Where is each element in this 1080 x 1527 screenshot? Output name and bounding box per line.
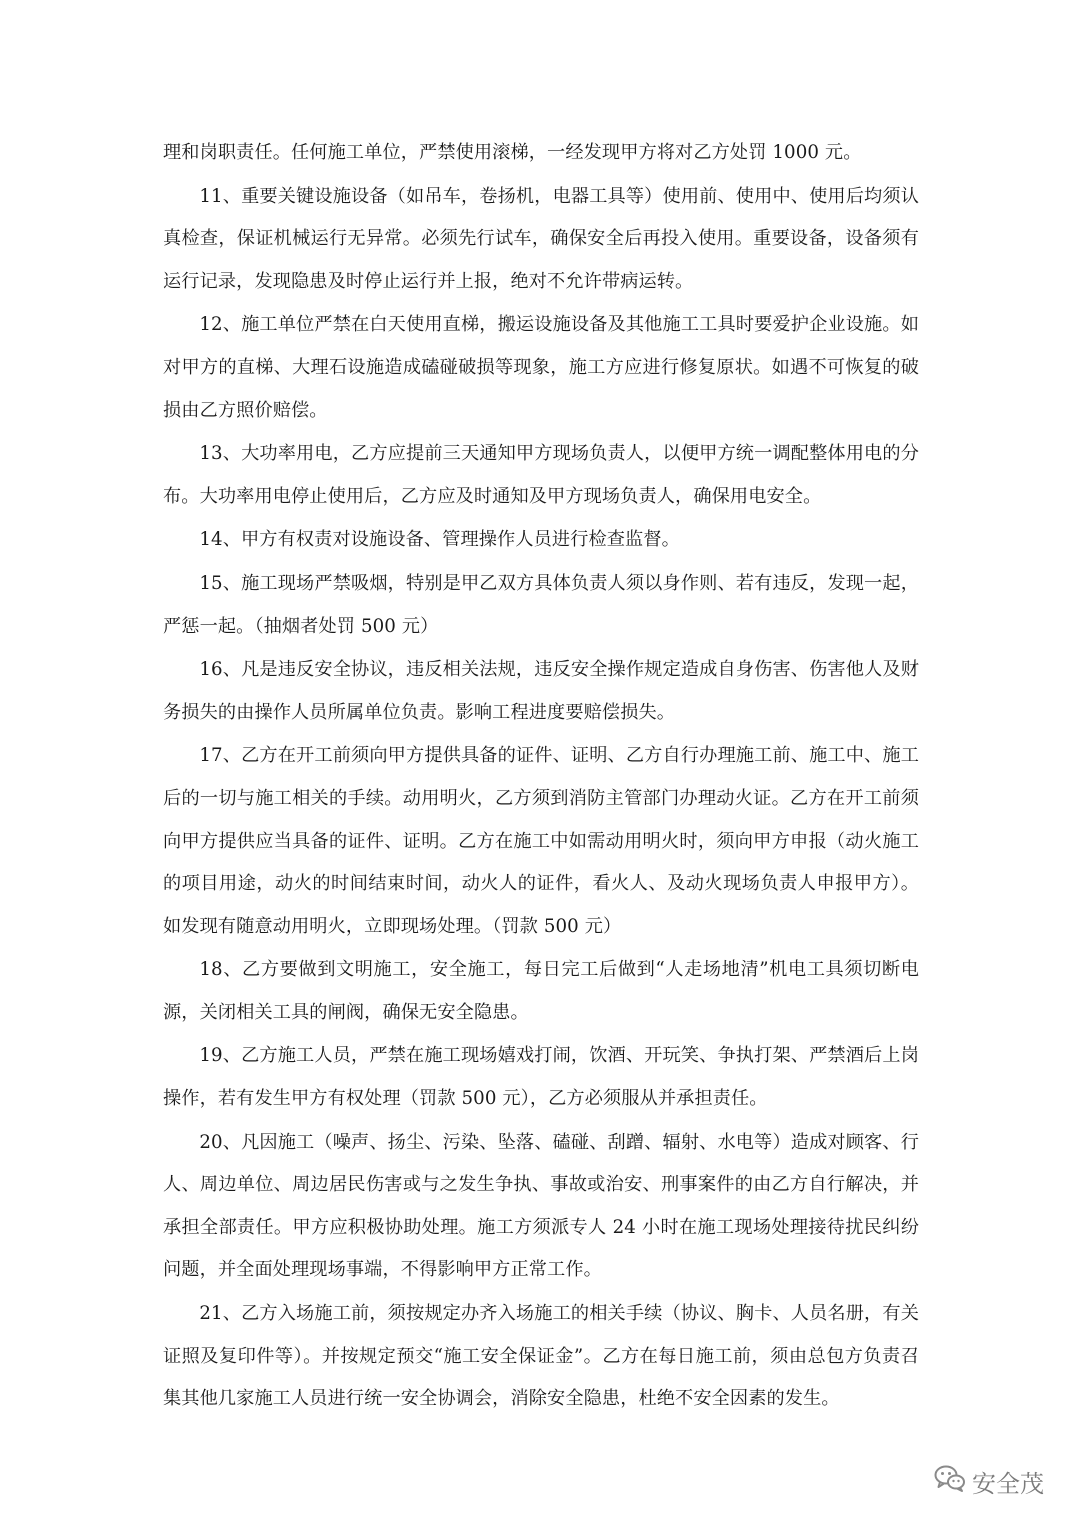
paragraph-clause-20: 20、凡因施工（噪声、扬尘、污染、坠落、磕碰、刮蹭、辐射、水电等）造成对顾客、行人、周边单位、周边居民伤害或与之发生争执、事故或治安、刑事案件的由乙方自行解决，并承担全部责任。甲方应积极协助处理。施工方须派专人 24 小时在施工现场处理接待扰民纠纷问题，并全面处理现场事端，不得影响甲方正常工作。: [163, 1131, 919, 1281]
paragraph-clause-12: 12、施工单位严禁在白天使用直梯，搬运设施设备及其他施工工具时要爱护企业设施。如对甲方的直梯、大理石设施造成磕碰破损等现象，施工方应进行修复原状。如遇不可恢复的破损由乙方照价赔偿。: [163, 314, 919, 421]
watermark-text: 安全茂: [972, 1469, 1044, 1498]
watermark: [934, 1463, 1044, 1499]
paragraph-clause-11: 11、重要关键设施设备（如吊车，卷扬机，电器工具等）使用前、使用中、使用后均须认真检查，保证机械运行无异常。必须先行试车，确保安全后再投入使用。重要设备，设备须有运行记录，发现隐患及时停止运行并上报，绝对不允许带病运转。: [163, 185, 919, 292]
paragraph-clause-16: 16、凡是违反安全协议，违反相关法规，违反安全操作规定造成自身伤害、伤害他人及财务损失的由操作人员所属单位负责。影响工程进度要赔偿损失。: [163, 659, 919, 723]
paragraph-clause-13: 13、大功率用电，乙方应提前三天通知甲方现场负责人，以便甲方统一调配整体用电的分布。大功率用电停止使用后，乙方应及时通知及甲方现场负责人，确保用电安全。: [163, 443, 919, 507]
paragraph-clause-19: 19、乙方施工人员，严禁在施工现场嬉戏打闹，饮酒、开玩笑、争执打架、严禁酒后上岗操作，若有发生甲方有权处理（罚款 500 元），乙方必须服从并承担责任。: [163, 1045, 919, 1110]
paragraph-clause-15: 15、施工现场严禁吸烟，特别是甲乙双方具体负责人须以身作则、若有违反，发现一起，严惩一起。（抽烟者处罚 500 元）: [163, 572, 919, 637]
paragraph-clause-14: 14、甲方有权责对设施设备、管理操作人员进行检查监督。: [199, 529, 680, 551]
document-body: [163, 132, 919, 1422]
paragraph-clause-17: 17、乙方在开工前须向甲方提供具备的证件、证明、乙方自行办理施工前、施工中、施工后的一切与施工相关的手续。动用明火，乙方须到消防主管部门办理动火证。乙方在开工前须向甲方提供应当具备的证件、证明。乙方在施工中如需动用明火时，须向甲方申报（动火施工的项目用途，动火的时间结束时间，动火人的证件，看火人、及动火现场负责人申报甲方）。如发现有随意动用明火，立即现场处理。（罚款 500 元）: [163, 745, 919, 937]
wechat-icon: [934, 1463, 966, 1499]
paragraph-continuation: 理和岗职责任。任何施工单位，严禁使用滚梯，一经发现甲方将对乙方处罚 1000 元。: [163, 142, 862, 163]
paragraph-clause-18: 18、乙方要做到文明施工，安全施工，每日完工后做到“人走场地清”机电工具须切断电源，关闭相关工具的闸阀，确保无安全隐患。: [163, 959, 919, 1023]
paragraph-clause-21: 21、乙方入场施工前，须按规定办齐入场施工的相关手续（协议、胸卡、人员名册，有关证照及复印件等）。并按规定预交“施工安全保证金”。乙方在每日施工前，须由总包方负责召集其他几家施工人员进行统一安全协调会，消除安全隐患，杜绝不安全因素的发生。: [163, 1303, 919, 1410]
